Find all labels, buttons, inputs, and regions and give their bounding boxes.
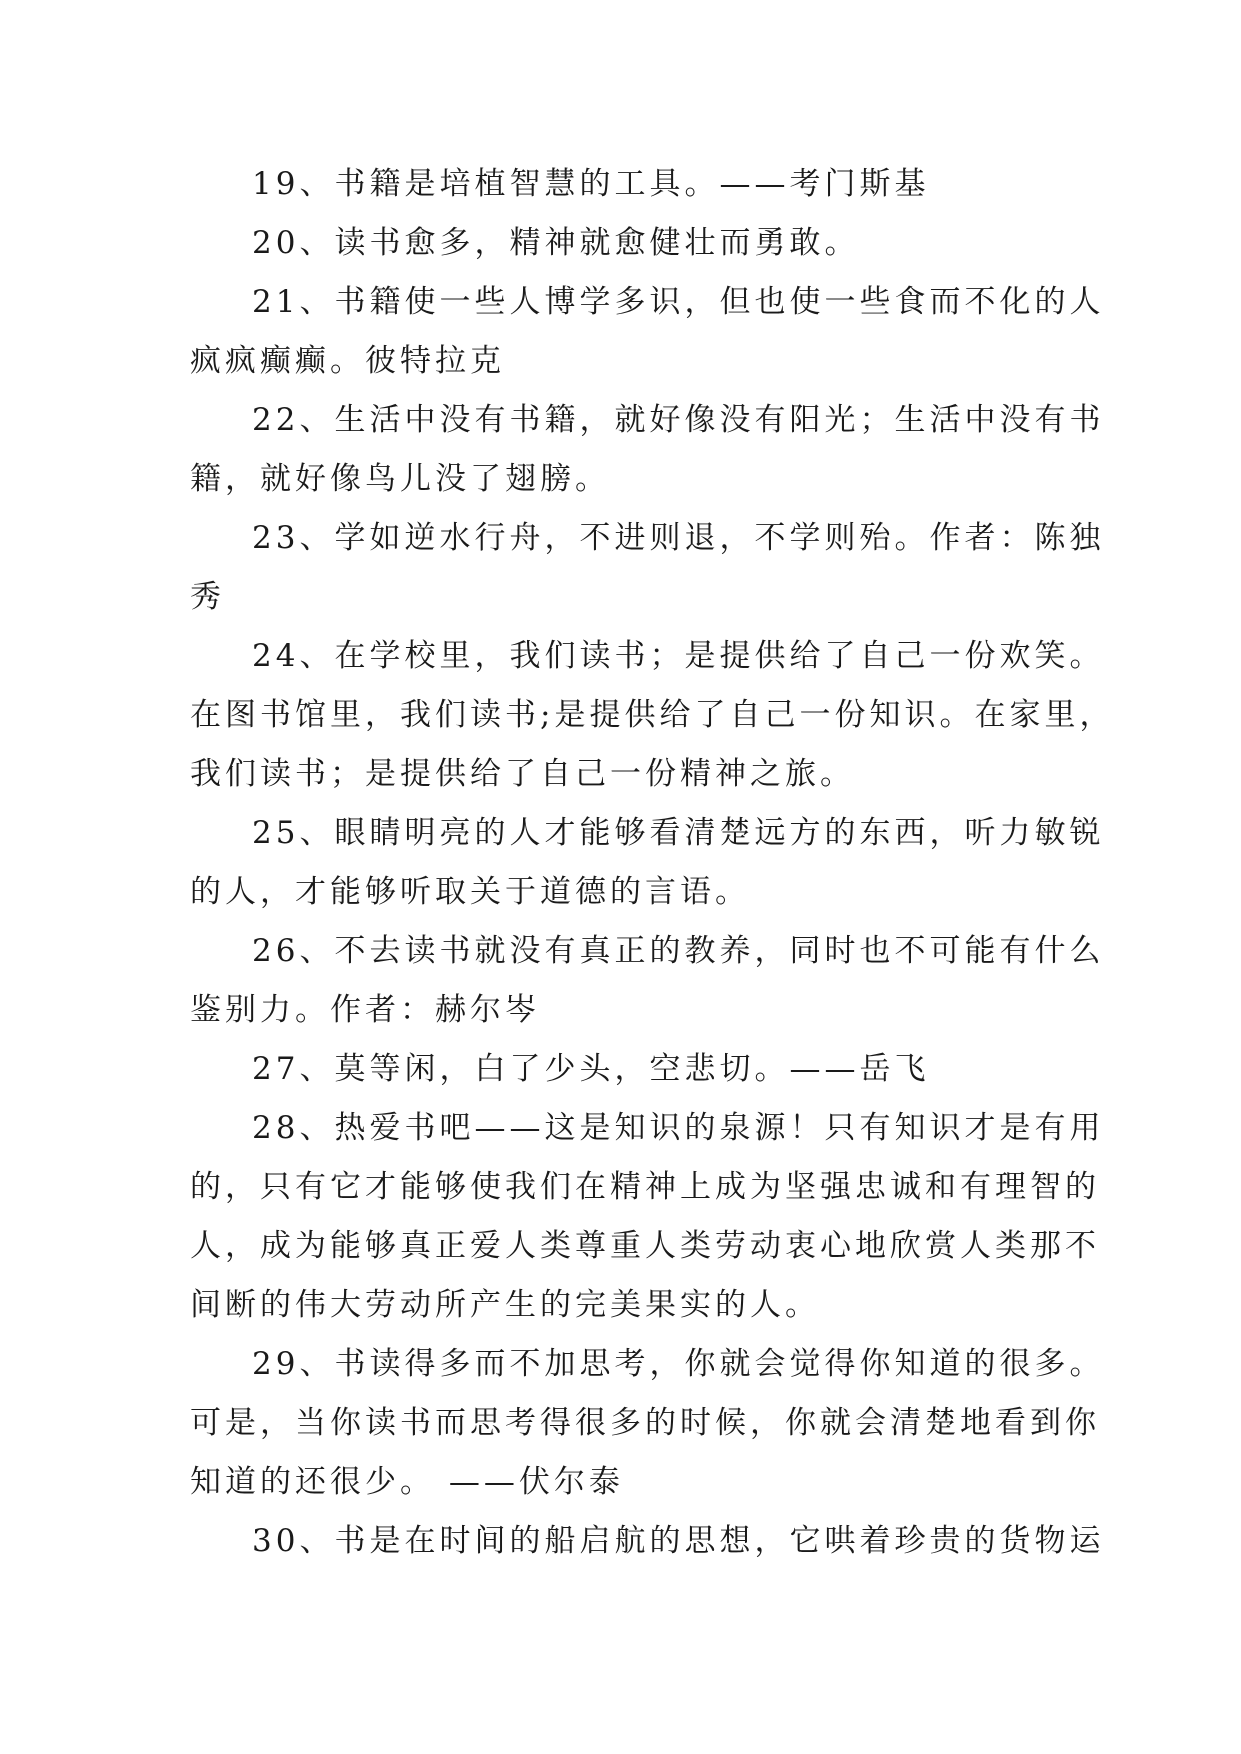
paragraph-line: 28、热爱书吧——这是知识的泉源！只有知识才是有用 xyxy=(252,1110,1105,1146)
paragraph-line: 25、眼睛明亮的人才能够看清楚远方的东西，听力敏锐 xyxy=(252,815,1105,851)
paragraph-line: 24、在学校里，我们读书；是提供给了自己一份欢笑。 xyxy=(252,638,1105,674)
paragraph-line: 疯疯癫癫。彼特拉克 xyxy=(190,343,505,379)
quote-paragraph-24 xyxy=(190,630,1115,807)
paragraph-line: 27、莫等闲，白了少头，空悲切。——岳飞 xyxy=(252,1051,930,1087)
paragraph-line: 知道的还很少。 ——伏尔泰 xyxy=(190,1464,624,1500)
document-body xyxy=(190,158,1115,1574)
quote-paragraph-21 xyxy=(190,276,1105,394)
quote-paragraph-23 xyxy=(190,512,1105,630)
quote-paragraph-19 xyxy=(190,158,1050,217)
paragraph-line: 可是，当你读书而思考得很多的时候，你就会清楚地看到你 xyxy=(190,1405,1100,1441)
quote-paragraph-29 xyxy=(190,1338,1105,1515)
paragraph-line: 21、书籍使一些人博学多识，但也使一些食而不化的人 xyxy=(252,284,1105,320)
paragraph-line: 人，成为能够真正爱人类尊重人类劳动衷心地欣赏人类那不 xyxy=(190,1228,1100,1264)
paragraph-line: 鉴别力。作者：赫尔岑 xyxy=(190,992,540,1028)
paragraph-line: 26、不去读书就没有真正的教养，同时也不可能有什么 xyxy=(252,933,1105,969)
paragraph-line: 秀 xyxy=(190,579,225,615)
paragraph-line: 19、书籍是培植智慧的工具。——考门斯基 xyxy=(252,166,930,202)
paragraph-line: 22、生活中没有书籍，就好像没有阳光；生活中没有书 xyxy=(252,402,1105,438)
quote-paragraph-22 xyxy=(190,394,1105,512)
paragraph-line: 在图书馆里，我们读书;是提供给了自己一份知识。在家里， xyxy=(190,697,1115,733)
paragraph-line: 籍，就好像鸟儿没了翅膀。 xyxy=(190,461,610,497)
paragraph-line: 我们读书；是提供给了自己一份精神之旅。 xyxy=(190,756,855,792)
paragraph-line: 20、读书愈多，精神就愈健壮而勇敢。 xyxy=(252,225,860,261)
paragraph-line: 间断的伟大劳动所产生的完美果实的人。 xyxy=(190,1287,820,1323)
paragraph-line: 23、学如逆水行舟，不进则退，不学则殆。作者：陈独 xyxy=(252,520,1105,556)
quote-paragraph-26 xyxy=(190,925,1105,1043)
quote-paragraph-25 xyxy=(190,807,1105,925)
quote-paragraph-30 xyxy=(190,1515,1105,1574)
quote-paragraph-20 xyxy=(190,217,1050,276)
quote-paragraph-28 xyxy=(190,1102,1105,1338)
quote-paragraph-27 xyxy=(190,1043,1050,1102)
paragraph-line: 29、书读得多而不加思考，你就会觉得你知道的很多。 xyxy=(252,1346,1105,1382)
paragraph-line: 的，只有它才能够使我们在精神上成为坚强忠诚和有理智的 xyxy=(190,1169,1100,1205)
paragraph-line: 的人，才能够听取关于道德的言语。 xyxy=(190,874,750,910)
paragraph-line: 30、书是在时间的船启航的思想，它哄着珍贵的货物运 xyxy=(252,1523,1105,1559)
